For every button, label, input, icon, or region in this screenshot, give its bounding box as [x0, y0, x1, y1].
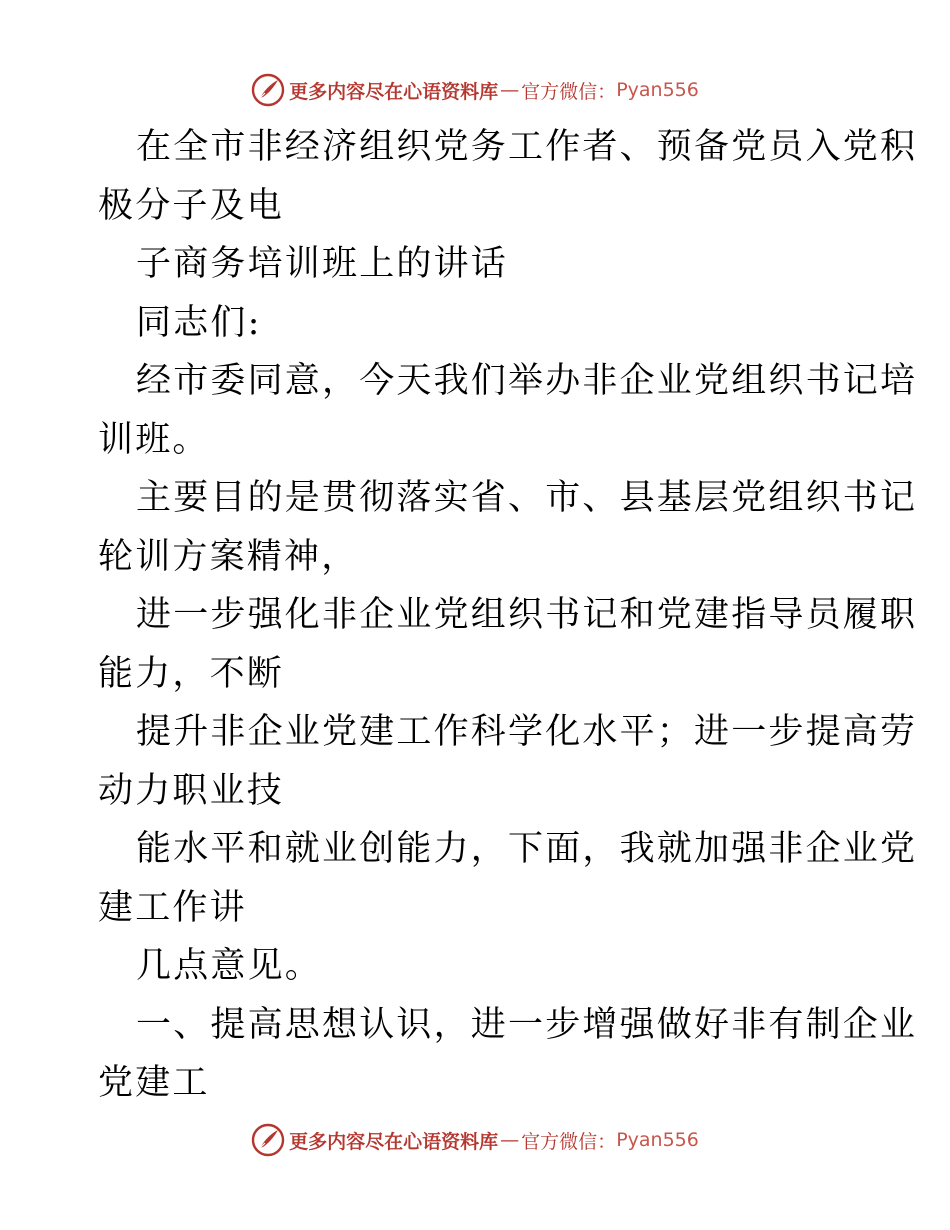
- text-line: 子商务培训班上的讲话: [136, 244, 509, 284]
- text-line: 进一步强化非企业党组织书记和党建指导员履职: [136, 595, 918, 635]
- text-line: 动力职业技: [98, 770, 285, 811]
- text-line: 训班。: [98, 419, 210, 460]
- text-line: 能力，不断: [98, 653, 285, 694]
- banner-brand-text: 更多内容尽在心语资料库: [289, 1130, 499, 1153]
- text-line: 提升非企业党建工作科学化水平；进一步提高劳: [136, 712, 918, 752]
- text-line: 建工作讲: [98, 887, 247, 928]
- banner-dash: —: [500, 79, 520, 101]
- text-line: 主要目的是贯彻落实省、市、县基层党组织书记: [136, 478, 918, 518]
- text-line: 几点意见。: [136, 946, 323, 986]
- text-line: 一、提高思想认识，进一步增强做好非有制企业: [136, 1004, 918, 1045]
- text-line: 在全市非经济组织党务工作者、预备党员入党积: [136, 127, 918, 167]
- footer-banner: [0, 1122, 950, 1158]
- text-line: 同志们:: [136, 302, 262, 343]
- banner-wechat-id: Pyan556: [616, 79, 699, 101]
- text-line: 轮训方案精神，: [98, 536, 359, 577]
- banner-wechat-id: Pyan556: [616, 1129, 699, 1151]
- banner-dash: —: [500, 1129, 520, 1151]
- quill-logo-icon: [251, 73, 285, 107]
- banner-wechat-label: 官方微信：: [521, 1130, 617, 1153]
- banner-wechat-label: 官方微信：: [521, 80, 617, 103]
- text-line: 极分子及电: [98, 185, 285, 226]
- text-line: 能水平和就业创能力，下面，我就加强非企业党: [136, 829, 918, 869]
- quill-logo-icon: [251, 1123, 285, 1157]
- header-banner: [0, 72, 950, 108]
- document-body: [98, 118, 918, 1113]
- banner-brand-text: 更多内容尽在心语资料库: [289, 80, 499, 103]
- text-line: 党建工: [98, 1063, 210, 1103]
- text-line: 经市委同意，今天我们举办非企业党组织书记培: [136, 361, 918, 401]
